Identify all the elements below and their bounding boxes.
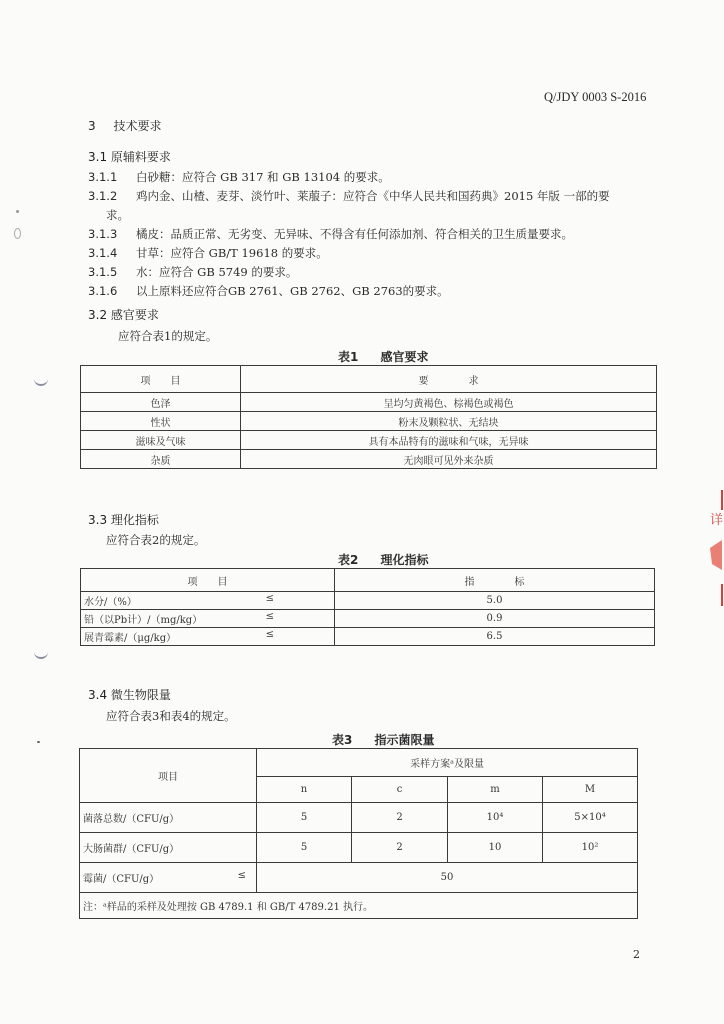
- table-row: [81, 412, 657, 431]
- scan-speck: [16, 210, 19, 213]
- table-3-caption: [332, 731, 435, 748]
- page-number: 2: [633, 948, 640, 961]
- clause-3-1-2: [88, 188, 610, 204]
- table-row: [81, 450, 657, 469]
- table-cell-item: 性状: [81, 412, 241, 431]
- table-3-number: 表3: [332, 733, 353, 747]
- table-header-item: 项 目: [81, 366, 241, 393]
- table-header-c: c: [352, 777, 448, 803]
- table-header-item: 项 目: [81, 569, 335, 592]
- clause-3-1-6: [88, 283, 449, 299]
- table-1-caption: [338, 348, 429, 365]
- table-cell-item: [81, 592, 335, 610]
- table-header-M: M: [543, 777, 638, 803]
- clause-text: 白砂糖：应符合 GB 317 和 GB 13104 的要求。: [136, 170, 390, 184]
- table-row: [81, 592, 655, 610]
- table-cell-requirement: 无肉眼可见外来杂质: [241, 450, 657, 469]
- section-3-3-heading: 3.3 理化指标: [88, 513, 159, 527]
- table-cell-item: [81, 628, 335, 646]
- document-number: Q/JDY 0003 S-2016: [544, 90, 647, 104]
- table-1-number: 表1: [338, 350, 359, 364]
- clause-text: 鸡内金、山楂、麦芽、淡竹叶、莱菔子：应符合《中华人民共和国药典》2015 年版 一部的要: [136, 189, 610, 203]
- table-row: [81, 610, 655, 628]
- table-row: [81, 393, 657, 412]
- clause-number: 3.1.3: [88, 227, 118, 241]
- table-1-title: 感官要求: [380, 350, 429, 364]
- table-cell-n: 5: [257, 833, 352, 863]
- item-label: 铅（以Pb计）/（mg/kg）: [84, 615, 203, 626]
- table-1-sensory: [80, 365, 657, 469]
- clause-3-1-2-continued: 求。: [106, 208, 129, 222]
- table-2-title: 理化指标: [380, 553, 429, 567]
- clause-number: 3.1.5: [88, 265, 118, 279]
- table-cell-value: 0.9: [335, 610, 655, 628]
- section-3-3-intro: 应符合表2的规定。: [106, 533, 206, 547]
- binder-hole-mark: [34, 645, 48, 659]
- table-cell-item: 菌落总数/（CFU/g）: [80, 803, 257, 833]
- table-cell-item: 大肠菌群/（CFU/g）: [80, 833, 257, 863]
- seal-stamp-icon: [708, 488, 724, 608]
- section-3-number: 3: [88, 119, 96, 133]
- table-header-n: n: [257, 777, 352, 803]
- section-3-2-heading: 3.2 感官要求: [88, 308, 159, 322]
- clause-text: 橘皮：品质正常、无劣变、无异味、不得含有任何添加剂、符合相关的卫生质量要求。: [136, 227, 573, 241]
- scan-speck: [37, 741, 40, 743]
- clause-number: 3.1.1: [88, 170, 118, 184]
- table-cell-item: 滋味及气味: [81, 431, 241, 450]
- item-label: 霉菌/（CFU/g）: [83, 874, 160, 885]
- operator: ≤: [265, 629, 274, 640]
- clause-3-1-4: [88, 245, 328, 261]
- section-3-2-intro: 应符合表1的规定。: [118, 329, 218, 343]
- section-3-heading: [88, 117, 161, 134]
- clause-number: 3.1.4: [88, 246, 118, 260]
- section-3-4-intro: 应符合表3和表4的规定。: [106, 709, 236, 723]
- clause-text: 以上原料还应符合GB 2761、GB 2762、GB 2763的要求。: [136, 284, 449, 298]
- table-3-microbial-limits: [79, 748, 638, 919]
- table-cell-m: 10: [448, 833, 543, 863]
- table-cell-c: 2: [352, 833, 448, 863]
- clause-number: 3.1.2: [88, 189, 118, 203]
- table-cell-requirement: 具有本品特有的滋味和气味，无异味: [241, 431, 657, 450]
- table-row: [80, 863, 638, 893]
- binder-hole-mark: [34, 372, 48, 386]
- table-cell-item: 色泽: [81, 393, 241, 412]
- section-3-title: 技术要求: [113, 119, 162, 133]
- table-2-physicochemical: [80, 568, 655, 646]
- seal-stamp-fragment: [708, 488, 724, 608]
- table-row: [80, 833, 638, 863]
- table-cell-c: 2: [352, 803, 448, 833]
- table-header-sampling-plan: 采样方案ᵃ及限量: [257, 749, 638, 777]
- operator: ≤: [265, 611, 274, 622]
- item-label: 展青霉素/（μg/kg）: [84, 633, 177, 644]
- table-cell-M: 10²: [543, 833, 638, 863]
- table-cell-n: 5: [257, 803, 352, 833]
- table-row: [80, 803, 638, 833]
- table-cell-requirement: 粉末及颗粒状、无结块: [241, 412, 657, 431]
- table-cell-item: [80, 863, 257, 893]
- table-cell-item: [81, 610, 335, 628]
- clause-3-1-5: [88, 264, 297, 280]
- stamp-text: 详: [710, 513, 724, 528]
- table-cell-m: 10⁴: [448, 803, 543, 833]
- item-label: 水分/（%）: [84, 597, 137, 608]
- scan-speck: [14, 228, 21, 239]
- table-row: [81, 431, 657, 450]
- section-3-4-heading: 3.4 微生物限量: [88, 688, 171, 702]
- clause-text: 水：应符合 GB 5749 的要求。: [136, 265, 298, 279]
- table-3-note: 注：ᵃ样品的采样及处理按 GB 4789.1 和 GB/T 4789.21 执行。: [80, 893, 638, 919]
- table-header-requirement: 要 求: [241, 366, 657, 393]
- table-header-m: m: [448, 777, 543, 803]
- operator: ≤: [265, 593, 274, 604]
- table-cell-value: 6.5: [335, 628, 655, 646]
- table-header-value: 指 标: [335, 569, 655, 592]
- table-header-item: 项目: [80, 749, 257, 803]
- table-cell-M: 5×10⁴: [543, 803, 638, 833]
- clause-3-1-3: [88, 226, 573, 242]
- clause-3-1-1: [88, 169, 390, 185]
- clause-number: 3.1.6: [88, 284, 118, 298]
- table-2-caption: [338, 551, 429, 568]
- table-row: [81, 628, 655, 646]
- table-cell-requirement: 呈均匀黄褐色、棕褐色或褐色: [241, 393, 657, 412]
- table-cell-item: 杂质: [81, 450, 241, 469]
- table-cell-value: 5.0: [335, 592, 655, 610]
- table-3-title: 指示菌限量: [374, 733, 435, 747]
- clause-text: 甘草：应符合 GB/T 19618 的要求。: [136, 246, 328, 260]
- operator: ≤: [237, 870, 246, 881]
- section-3-1-heading: 3.1 原辅料要求: [88, 150, 171, 164]
- table-cell-value: 50: [257, 863, 638, 893]
- table-2-number: 表2: [338, 553, 359, 567]
